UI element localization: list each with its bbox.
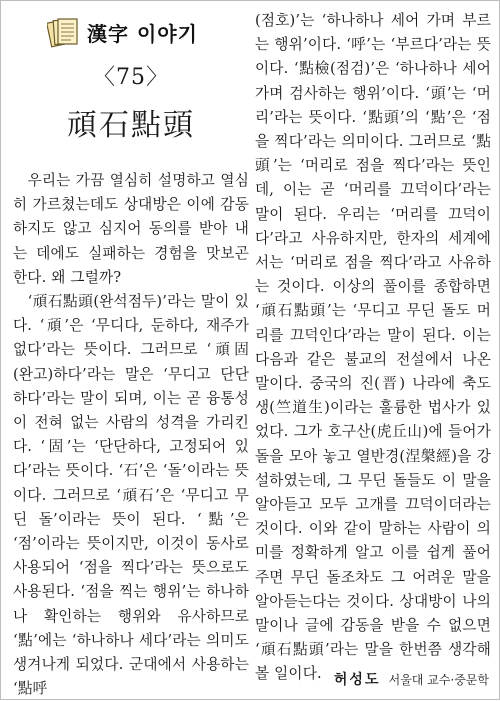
left-column bbox=[13, 11, 249, 698]
column-header bbox=[13, 11, 249, 53]
paragraph: (점호)’는 ‘하나하나 세어 가며 부르는 행위’이다. ‘呼’는 ‘부르다’라는 뜻이다. ‘點檢(점검)’은 ‘하나하나 세어 가며 검사하는 행위’이다. ‘頭’는 ‘머리’라는 뜻이다. ‘點頭’의 ‘點’은 ‘점을 찍다’라는 의미이다. 그러므로 ‘點頭’는 ‘머리로 점을 찍다’라는 뜻인데, 이는 곧 ‘머리를 끄덕이다’라는 말이 된다. 우리는 ‘머리를 끄덕이다’라고 사유하지만, 한자의 세계에서는 ‘머리로 점을 찍다’라고 사유하는 것이다. 이상의 풀이를 종합하면 ‘頑石點頭’는 ‘무디고 무딘 돌도 머리를 끄덕인다’라는 말이 된다. 이는 다음과 같은 불교의 전설에서 나온 말이다. 중국의 진(晋) 나라에 축도생(竺道生)이라는 훌륭한 법사가 있었다. 그가 호구산(虎丘山)에 들어가 돌을 모아 놓고 열반경(涅槃經)을 강설하였는데, 그 무딘 돌들도 이 말을 알아듣고 모두 고개를 끄덕이더라는 것이다. 이와 같이 말하는 사람이 의미를 정확하게 알고 이를 쉽게 풀어 주면 무딘 돌조차도 그 어려운 말을 알아듣는다는 것이다. 상대방이 나의 말이나 글에 감동을 받을 수 없으면 ‘頑石點頭’라는 말을 한번쯤 생각해 볼 일이다. bbox=[255, 12, 491, 683]
issue-number: 〈75〉 bbox=[93, 65, 169, 90]
article-headline: 頑石點頭 bbox=[67, 108, 195, 143]
article-body-right bbox=[255, 9, 491, 687]
author-name: 허성도 bbox=[333, 672, 381, 688]
paragraph: ‘頑石點頭(완석점두)’라는 말이 있다. ‘頑’은 ‘무디다, 둔하다, 재주가 없다’라는 뜻이다. 그러므로 ‘頑固(완고)하다’라는 말은 ‘무디고 단단하다’라는 말이 되며, 이는 곧 융통성이 전혀 없는 사람의 성격을 가리킨다. ‘固’는 ‘단단하다, 고정되어 있다’라는 뜻이다. ‘石’은 ‘돌’이라는 뜻이다. 그러므로 ‘頑石’은 ‘무디고 무딘 돌’이라는 뜻이 된다. ‘點’은 ‘점’이라는 뜻이지만, 이것이 동사로 사용되어 ‘점을 찍다’라는 뜻으로도 사용된다. ‘점을 찍는 행위’는 하나하나 확인하는 행위와 유사하므로 ‘點’에는 ‘하나하나 세다’라는 의미도 생겨나게 되었다. 군대에서 사용하는 ‘點呼 bbox=[13, 293, 249, 698]
series-title: 漢字 이야기 bbox=[87, 21, 198, 46]
article-body-left bbox=[13, 169, 249, 701]
right-column bbox=[255, 9, 491, 693]
author-affiliation: 서울대 교수·중문학 bbox=[388, 673, 489, 687]
book-stack-icon bbox=[47, 16, 79, 48]
paragraph: 우리는 가끔 열심히 설명하고 열심히 가르쳤는데도 상대방은 이에 감동하지도 않고 심지어 동의를 받아 내는 데에도 실패하는 경험을 맛보곤 한다. 왜 그럴까? bbox=[13, 172, 249, 286]
author-byline bbox=[334, 669, 489, 689]
